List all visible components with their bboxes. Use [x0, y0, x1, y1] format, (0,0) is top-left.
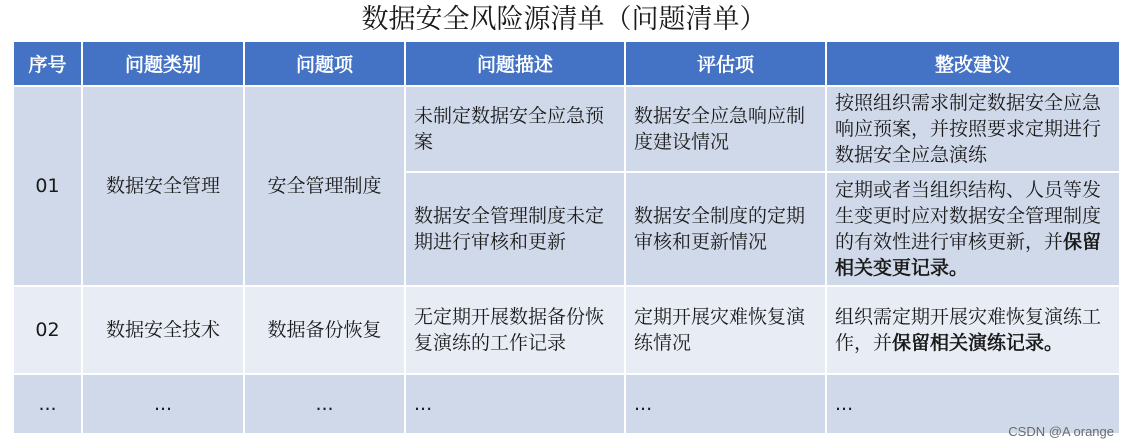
ellipsis-suggestion: ...	[826, 374, 1120, 434]
row1-category: 数据安全管理	[82, 86, 244, 286]
row2-desc: 无定期开展数据备份恢复演练的工作记录	[405, 286, 625, 374]
row1a-eval: 数据安全应急响应制度建设情况	[625, 86, 826, 172]
row1a-suggestion	[826, 86, 1120, 172]
suggestion-text: 定期或者当组织结构、人员等发生变更时应对数据安全管理制度的有效性进行审核更新，并	[835, 179, 1102, 253]
row2-item: 数据备份恢复	[244, 286, 405, 374]
header-desc: 问题描述	[405, 41, 625, 86]
watermark: CSDN @A orange	[1008, 424, 1114, 439]
header-no: 序号	[13, 41, 82, 86]
ellipsis-eval: ...	[625, 374, 826, 434]
header-row	[13, 41, 1120, 86]
suggestion-bold: 保留相关演练记录。	[892, 332, 1064, 354]
header-eval: 评估项	[625, 41, 826, 86]
row2-no: 02	[13, 286, 82, 374]
header-item: 问题项	[244, 41, 405, 86]
ellipsis-no: ...	[13, 374, 82, 434]
header-suggestion: 整改建议	[826, 41, 1120, 86]
row1-no: 01	[13, 86, 82, 286]
ellipsis-item: ...	[244, 374, 405, 434]
page-title: 数据安全风险源清单（问题清单）	[361, 4, 767, 35]
ellipsis-desc: ...	[405, 374, 625, 434]
row1-item: 安全管理制度	[244, 86, 405, 286]
row1b-suggestion	[826, 172, 1120, 286]
row2-category: 数据安全技术	[82, 286, 244, 374]
table-row	[13, 374, 1120, 434]
row2-suggestion	[826, 286, 1120, 374]
row1b-eval: 数据安全制度的定期审核和更新情况	[625, 172, 826, 286]
risk-table	[12, 40, 1121, 435]
header-category: 问题类别	[82, 41, 244, 86]
table-row	[13, 86, 1120, 172]
table-row	[13, 286, 1120, 374]
row1b-desc: 数据安全管理制度未定期进行审核和更新	[405, 172, 625, 286]
row1a-desc: 未制定数据安全应急预案	[405, 86, 625, 172]
ellipsis-category: ...	[82, 374, 244, 434]
suggestion-text: 按照组织需求制定数据安全应急响应预案，并按照要求定期进行数据安全应急演练	[835, 92, 1102, 166]
suggestion-bold: 保留相关变更记录。	[835, 231, 1102, 279]
suggestion-text: 组织需定期开展灾难恢复演练工作，并	[835, 306, 1102, 354]
row2-eval: 定期开展灾难恢复演练情况	[625, 286, 826, 374]
